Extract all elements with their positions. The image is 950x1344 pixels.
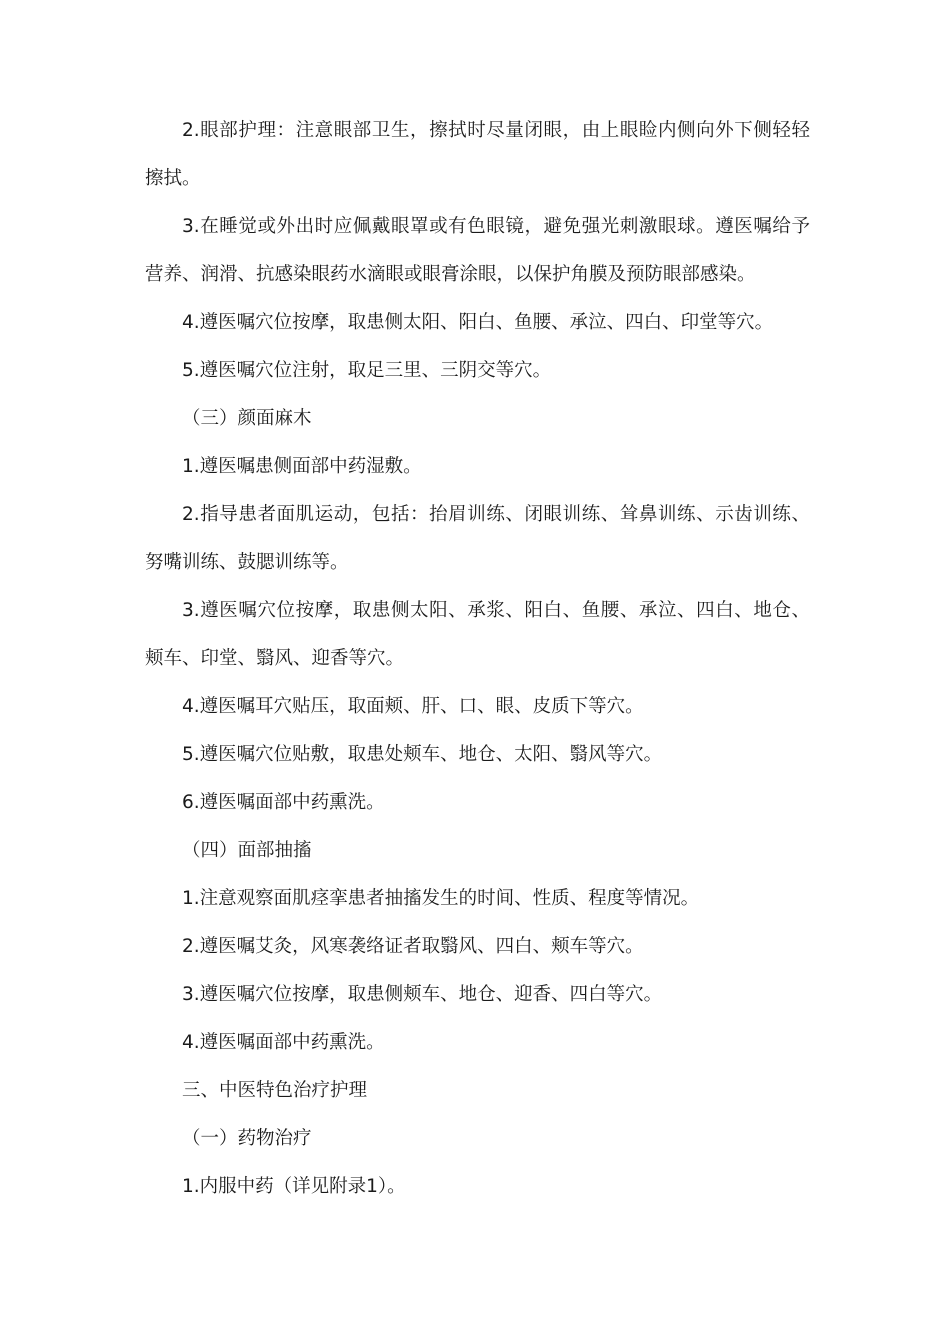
paragraph-oral-medicine: 1.内服中药（详见附录1）。 xyxy=(182,1176,406,1197)
paragraph-wet-compress: 1.遵医嘱患侧面部中药湿敷。 xyxy=(182,456,422,477)
document-body xyxy=(145,107,810,1211)
section-heading-tcm-treatment: 三、中医特色治疗护理 xyxy=(182,1080,368,1101)
section-heading-facial-numbness: （三）颜面麻木 xyxy=(182,408,312,429)
section-heading-facial-twitching: （四）面部抽搐 xyxy=(182,840,312,861)
paragraph-moxibustion: 2.遵医嘱艾灸，风寒袭络证者取翳风、四白、颊车等穴。 xyxy=(182,936,644,957)
paragraph-eye-protection: 3.在睡觉或外出时应佩戴眼罩或有色眼镜，避免强光刺激眼球。遵医嘱给予营养、润滑、抗感染眼药水滴眼或眼膏涂眼，以保护角膜及预防眼部感染。 xyxy=(145,216,810,285)
paragraph-acupoint-massage-eye: 4.遵医嘱穴位按摩，取患侧太阳、阳白、鱼腰、承泣、四白、印堂等穴。 xyxy=(182,312,774,333)
paragraph-acupoint-massage-twitch: 3.遵医嘱穴位按摩，取患侧颊车、地仓、迎香、四白等穴。 xyxy=(182,984,663,1005)
paragraph-observe-spasm: 1.注意观察面肌痉挛患者抽搐发生的时间、性质、程度等情况。 xyxy=(182,888,700,909)
paragraph-facial-exercise: 2.指导患者面肌运动，包括：抬眉训练、闭眼训练、耸鼻训练、示齿训练、努嘴训练、鼓腮训练等。 xyxy=(145,504,810,573)
paragraph-eye-care: 2.眼部护理：注意眼部卫生，擦拭时尽量闭眼，由上眼睑内侧向外下侧轻轻擦拭。 xyxy=(145,120,810,189)
paragraph-acupoint-injection: 5.遵医嘱穴位注射，取足三里、三阴交等穴。 xyxy=(182,360,552,381)
paragraph-ear-acupressure: 4.遵医嘱耳穴贴压，取面颊、肝、口、眼、皮质下等穴。 xyxy=(182,696,644,717)
paragraph-acupoint-massage-face: 3.遵医嘱穴位按摩，取患侧太阳、承浆、阳白、鱼腰、承泣、四白、地仓、颊车、印堂、翳风、迎香等穴。 xyxy=(145,600,810,669)
section-heading-drug-therapy: （一）药物治疗 xyxy=(182,1128,312,1149)
paragraph-acupoint-application: 5.遵医嘱穴位贴敷，取患处颊车、地仓、太阳、翳风等穴。 xyxy=(182,744,663,765)
paragraph-herbal-fumigation-1: 6.遵医嘱面部中药熏洗。 xyxy=(182,792,385,813)
paragraph-herbal-fumigation-2: 4.遵医嘱面部中药熏洗。 xyxy=(182,1032,385,1053)
